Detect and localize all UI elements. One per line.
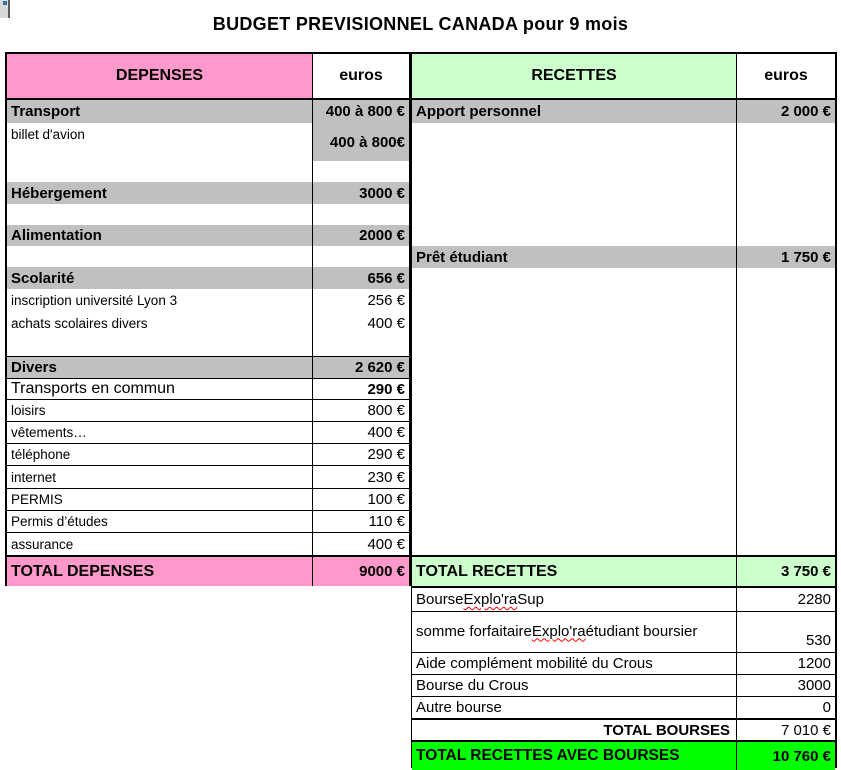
row-value: 2000 € (313, 225, 409, 246)
table-row-transport (7, 100, 409, 123)
table-row-permis (7, 488, 409, 510)
table-row-somme-forfaitaire (412, 611, 835, 652)
table-row-hebergement (7, 182, 409, 204)
total-label: TOTAL DEPENSES (7, 557, 313, 586)
row-value: 110 € (368, 513, 405, 530)
row-label: Bourse du Crous (412, 675, 737, 696)
total-depenses-row (7, 555, 409, 586)
spacer-row (7, 335, 409, 356)
row-label: Aide complément mobilité du Crous (412, 653, 737, 674)
row-label: Autre bourse (412, 697, 737, 718)
depenses-header-row (7, 54, 409, 100)
row-label: Transport (7, 100, 313, 123)
empty-cell (313, 204, 409, 225)
total-label: TOTAL BOURSES (412, 720, 737, 740)
table-row-permis-etudes (7, 510, 409, 532)
window-edge-dot (3, 1, 7, 5)
table-row-billet-avion (7, 123, 409, 161)
empty-cell (737, 268, 835, 555)
recettes-euros-header-cell: euros (764, 67, 808, 84)
table-row-achats-scolaires (7, 312, 409, 335)
grand-total-label: TOTAL RECETTES AVEC BOURSES (412, 742, 737, 770)
row-value: 530 (805, 632, 831, 649)
spacer-row (7, 246, 409, 267)
empty-cell (313, 335, 409, 356)
row-label: Apport personnel (412, 100, 737, 123)
total-label: TOTAL RECETTES (412, 557, 737, 586)
depenses-header-cell: DEPENSES (7, 54, 313, 98)
row-label: Scolarité (7, 267, 313, 289)
empty-cell (412, 123, 737, 246)
row-label: loisirs (7, 400, 313, 421)
grand-total-value: 10 760 € (737, 742, 835, 770)
row-label: assurance (7, 533, 313, 555)
row-label: internet (7, 466, 313, 488)
row-label (412, 612, 737, 652)
row-value: 400 € (367, 424, 405, 441)
row-label: Transports en commun (7, 379, 313, 399)
row-label: téléphone (7, 444, 313, 465)
label-text: Bourse (416, 591, 464, 608)
table-row-alimentation (7, 225, 409, 246)
row-label: inscription université Lyon 3 (7, 289, 313, 312)
spacer-row (7, 161, 409, 182)
table-row-inscription (7, 289, 409, 312)
total-recettes-row (412, 555, 835, 588)
total-value: 7 010 € (780, 721, 831, 739)
table-row-loisirs (7, 399, 409, 421)
total-value: 3 750 € (737, 557, 835, 586)
empty-cell (7, 335, 313, 356)
row-value: 2 620 € (313, 357, 409, 378)
row-value: 1 750 € (737, 246, 835, 268)
label-text: étudiant boursier (585, 622, 698, 640)
table-row-apport-personnel (412, 100, 835, 123)
table-row-autre-bourse (412, 696, 835, 718)
empty-cell (7, 161, 313, 182)
recettes-header-cell: RECETTES (412, 54, 737, 98)
row-value: 400 à 800 € (313, 100, 409, 123)
row-label: PERMIS (7, 489, 313, 510)
empty-cell (313, 246, 409, 267)
table-row-bourse-crous (412, 674, 835, 696)
empty-cell (7, 246, 313, 267)
row-value: 2 000 € (737, 100, 835, 123)
row-value: 800 € (367, 402, 405, 419)
row-label: Hébergement (7, 182, 313, 204)
row-value: 0 (822, 699, 831, 716)
row-value: 2280 (797, 591, 831, 608)
spacer-row (412, 268, 835, 555)
row-label: Prêt étudiant (412, 246, 737, 268)
table-row-bourse-explora-sup (412, 588, 835, 611)
table-row-vetements (7, 421, 409, 443)
row-value: 256 € (367, 292, 405, 309)
row-value: 100 € (367, 491, 405, 508)
depenses-table (5, 52, 411, 586)
table-row-transports-commun (7, 378, 409, 399)
empty-cell (737, 123, 835, 246)
table-row-divers (7, 356, 409, 378)
row-value: 400 € (367, 315, 405, 332)
row-value: 656 € (313, 267, 409, 289)
row-label: Permis d’études (7, 511, 313, 532)
depenses-euros-header-cell: euros (339, 67, 383, 84)
total-value: 9000 € (313, 557, 409, 586)
empty-cell (412, 268, 737, 555)
row-label: billet d'avion (7, 123, 313, 161)
row-value: 400 à 800€ (313, 123, 409, 161)
label-text: Sup (517, 591, 544, 608)
table-row-telephone (7, 443, 409, 465)
spacer-row (412, 123, 835, 246)
row-value: 3000 € (313, 182, 409, 204)
spacer-row (7, 204, 409, 225)
table-row-scolarite (7, 267, 409, 289)
row-label: Alimentation (7, 225, 313, 246)
row-value: 290 € (367, 446, 405, 463)
total-recettes-avec-bourses-row (412, 740, 835, 770)
recettes-table (411, 52, 837, 768)
row-value: 230 € (367, 468, 405, 486)
table-row-assurance (7, 532, 409, 555)
row-value: 400 € (367, 535, 405, 553)
total-bourses-row (412, 718, 835, 740)
misspelled-word: Explo'ra (531, 622, 586, 640)
recettes-header-row (412, 54, 835, 100)
table-row-internet (7, 465, 409, 488)
row-label: Divers (7, 357, 313, 378)
row-value: 3000 (797, 677, 831, 694)
row-label: achats scolaires divers (7, 312, 313, 335)
label-text: somme forfaitaire (416, 622, 532, 640)
empty-cell (7, 204, 313, 225)
row-label: vêtements… (7, 422, 313, 443)
row-value: 1200 (797, 655, 831, 672)
table-row-aide-complement (412, 652, 835, 674)
empty-cell (313, 161, 409, 182)
page-title: BUDGET PREVISIONNEL CANADA pour 9 mois (212, 14, 629, 34)
misspelled-word: Explo'ra (463, 591, 518, 608)
row-value: 290 € (367, 380, 405, 398)
row-label (412, 588, 737, 611)
table-row-pret-etudiant (412, 246, 835, 268)
